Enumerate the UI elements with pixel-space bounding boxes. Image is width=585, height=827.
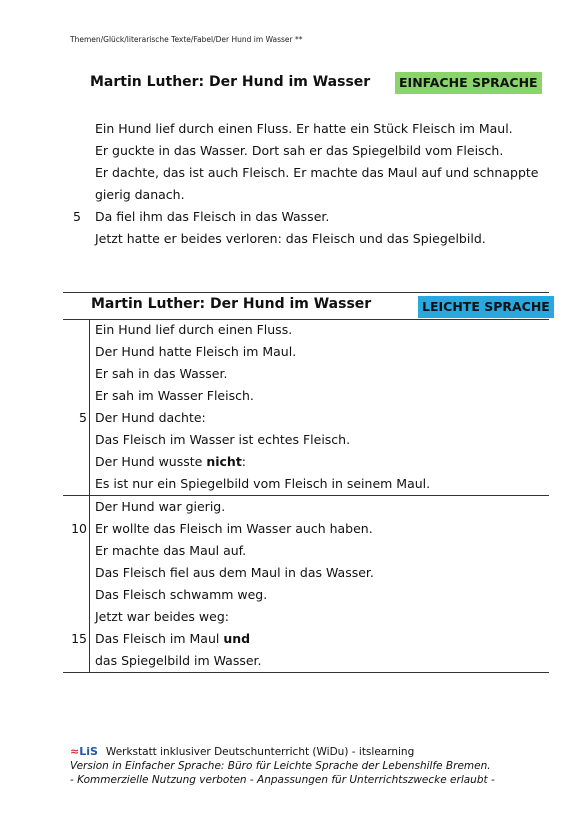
leicht-line [95,385,430,407]
leicht-line [95,606,374,628]
leicht-line [95,562,374,584]
einfach-line [95,118,538,140]
footer-line-1 [70,745,570,759]
line-text: Er sah in das Wasser. [95,366,228,381]
line-text: Es ist nur ein Spiegelbild vom Fleisch in seinem Maul. [95,476,431,491]
einfach-line [95,184,538,206]
line-text: Ein Hund lief durch einen Fluss. [95,322,293,337]
line-text: Jetzt hatte er beides verloren: das Fleisch und das Spiegelbild. [95,231,486,246]
leicht-line [71,518,374,540]
line-text-end: : [241,454,247,469]
line-text: Jetzt war beides weg: [95,609,229,624]
table-bottom-border [63,672,549,673]
line-text: Da fiel ihm das Fleisch in das Wasser. [95,209,330,224]
line-text: Er wollte das Fleisch im Wasser auch haben. [95,521,373,536]
leicht-line [71,628,374,650]
footer-credit: Werkstatt inklusiver Deutschunterricht (WiDu) - itslearning [105,746,415,758]
leicht-line [95,496,374,518]
footer-line-2: Version in Einfacher Sprache: Büro für Leichte Sprache der Lebenshilfe Bremen. [70,760,491,772]
header-path: Themen/Glück/literarische Texte/Fabel/Der Hund im Wasser ** [70,35,303,44]
line-text: Er sah im Wasser Fleisch. [95,388,254,403]
einfach-text [73,118,539,250]
leicht-line [95,584,374,606]
leicht-table [63,292,549,673]
einfach-line [95,162,538,184]
leicht-line [95,540,374,562]
leicht-line [95,319,430,341]
line-text: Ein Hund lief durch einen Fluss. Er hatte ein Stück Fleisch im Maul. [95,121,513,136]
line-text: Das Fleisch schwamm weg. [95,587,268,602]
line-text: gierig danach. [95,187,185,202]
leicht-title: Martin Luther: Der Hund im Wasser [91,296,372,312]
line-text: Er dachte, das ist auch Fleisch. Er machte das Maul auf und schnappte [95,165,539,180]
leicht-line [95,363,430,385]
leicht-line [95,473,430,495]
einfach-title: Martin Luther: Der Hund im Wasser [90,74,371,90]
footer-line-3: - Kommerzielle Nutzung verboten - Anpassungen für Unterrichtszwecke erlaubt - [70,774,495,786]
einfach-title-row [90,72,538,94]
leicht-line [95,451,430,473]
leicht-badge: LEICHTE SPRACHE [418,296,554,318]
line-text: Er machte das Maul auf. [95,543,247,558]
line-text: Das Fleisch fiel aus dem Maul in das Wasser. [95,565,374,580]
einfach-badge: EINFACHE SPRACHE [395,72,542,94]
lis-logo: ≈LiS [70,745,98,758]
line-text: Der Hund war gierig. [95,499,226,514]
wave-icon: ≈ [70,745,80,758]
footer [70,745,570,787]
line-text: Der Hund dachte: [95,410,206,425]
table-top-border [63,292,549,293]
table-number-column-border [89,319,90,673]
leicht-line [79,407,430,429]
line-number: 10 [71,521,87,536]
einfach-line [95,228,538,250]
line-text: das Spiegelbild im Wasser. [95,653,262,668]
leicht-line [95,650,374,672]
line-text: Er guckte in das Wasser. Dort sah er das Spiegelbild vom Fleisch. [95,143,504,158]
leicht-line [95,429,430,451]
line-text: Das Fleisch im Maul [95,631,224,646]
line-text: Das Fleisch im Wasser ist echtes Fleisch. [95,432,351,447]
emphasis-text: und [223,631,251,646]
leicht-block-1 [79,319,431,495]
leicht-line [95,341,430,363]
line-number: 15 [71,631,87,646]
einfach-line [95,140,538,162]
line-number: 5 [79,410,87,425]
leicht-block-2 [71,496,374,672]
line-text: Der Hund hatte Fleisch im Maul. [95,344,297,359]
einfach-line [73,206,538,228]
line-number: 5 [73,209,81,224]
line-text: Der Hund wusste [95,454,207,469]
emphasis-text: nicht [206,454,242,469]
